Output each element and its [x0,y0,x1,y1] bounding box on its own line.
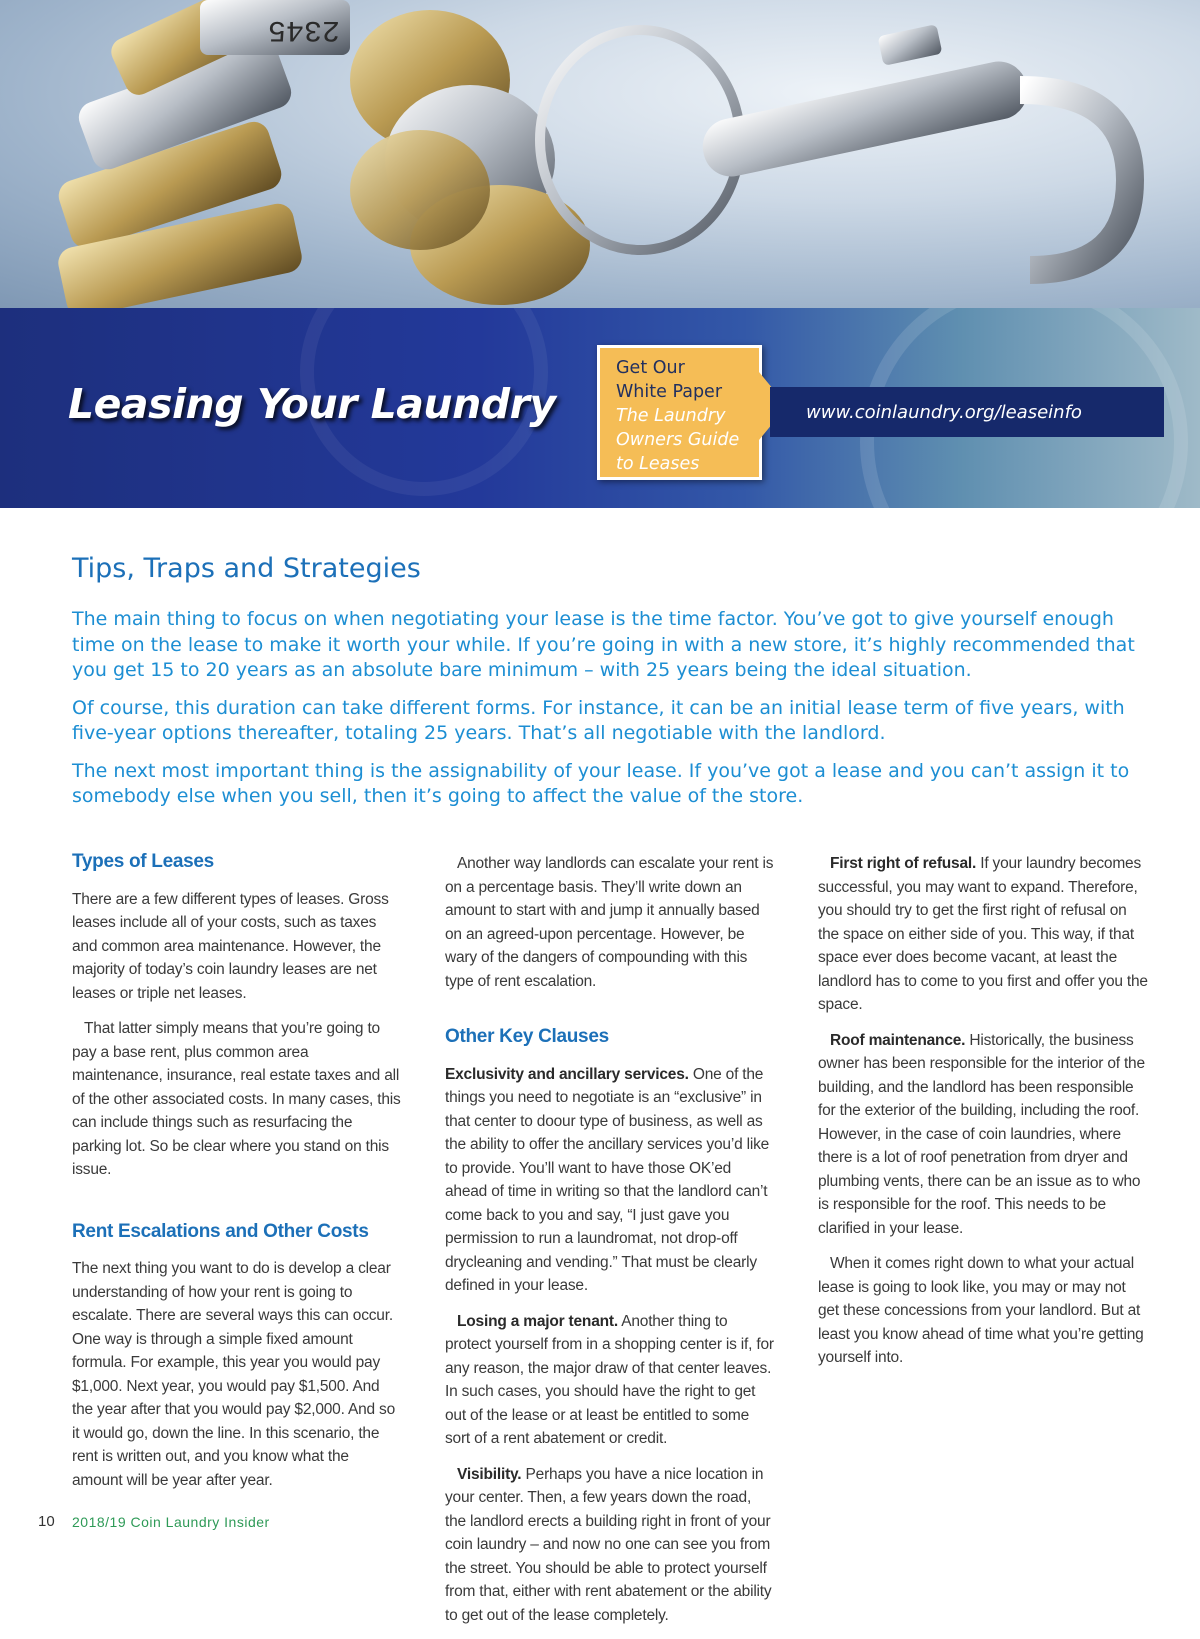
body-paragraph [445,1463,775,1628]
body-paragraph [445,1310,775,1451]
article-title: Leasing Your Laundry [68,380,556,428]
clause-lead: Losing a major tenant. [457,1312,618,1330]
clause-lead: Roof maintenance. [830,1031,966,1049]
clause-text: Historically, the business owner has been responsible for the interior of the building, and the landlord has been responsible for the exterior of the building, including the roof. However, in the case of coin laundries, where there is a lot of roof penetration from dryer and plumbing vents, there can be an issue as to who is responsible for the roof. This needs to be clarified in your lease. [818,1031,1145,1237]
callout-title-line: to Leases [616,454,700,474]
clause-text: Perhaps you have a nice location in your center. Then, a few years down the road, the landlord erects a building right in front of your coin laundry – and now no one can see you from the street. You should be able to protect yourself from that, either with rent abatement or the ability to get out of the lease completely. [445,1465,772,1624]
keys-illustration [0,0,1200,308]
hero-photo-keys [0,0,1200,308]
callout-title-line: Owners Guide [616,430,740,450]
snap-clip [698,24,1130,270]
clause-text: If your laundry becomes successful, you may want to expand. Therefore, you should try to get the first right of refusal on the space on either side of you. This way, if that space ever does become vacant, at least the landlord has to come to you first and offer you the space. [818,855,1148,1013]
clause-lead: Visibility. [457,1465,522,1483]
body-paragraph [818,1029,1148,1241]
intro-paragraph: The main thing to focus on when negotiating your lease is the time factor. You’ve got to give yourself enough time on the lease to make it worth your while. If you’re going in with a new store, it’s highly recommended that you get 15 to 20 years as an absolute bare minimum – with 25 years being the ideal situation. [72,608,1135,681]
page-number: 10 [38,1513,55,1530]
body-paragraph: The next thing you want to do is develop a clear understanding of how your rent is going to escalate. There are several ways this can occur. One way is through a simple fixed amount formula. For example, this year you would pay $1,000. Next year, you would pay $1,500. And the year after that you would pay $2,000. And so it would go, down the line. In this scenario, the rent is written out, and you know what the amount will be year after year. [72,1260,396,1489]
body-paragraph [818,852,1148,1017]
article-subtitle: Tips, Traps and Strategies [72,553,421,584]
key-stack [350,10,590,305]
article-column-2 [445,852,775,1639]
section-heading-types-of-leases: Types of Leases [72,851,214,872]
section-heading-rent-escalations: Rent Escalations and Other Costs [72,1220,369,1242]
clause-lead: Exclusivity and ancillary services. [445,1065,689,1083]
publication-name: 2018/19 Coin Laundry Insider [72,1514,270,1530]
clause-text: One of the things you need to negotiate is an “exclusive” in that center to doour type of business, as well as the ability to offer the ancillary services you’d like to provide. You’ll want to have those OK’ed ahead of time in writing so that the landlord can’t come back to you and say, “I just gave you permission to run a laundromat, not drop-off drycleaning and vending.” That must be clearly defined in your lease. [445,1065,770,1294]
callout-title-line: The Laundry [616,406,726,426]
url-text[interactable]: www.coinlaundry.org/leaseinfo [806,401,1082,423]
lease-info-url[interactable] [770,387,1164,437]
intro-paragraph: The next most important thing is the assignability of your lease. If you’ve got a lease and you can’t assign it to somebody else when you sell, then it’s going to affect the value of the store. [72,759,1130,807]
callout-line: Get Our [616,358,685,378]
body-paragraph: That latter simply means that you’re going to pay a base rent, plus common area maintenance, insurance, real estate taxes and all of the other associated costs. In many cases, this can include things such as resurfacing the parking lot. So be clear where you stand on this issue. [72,1020,401,1178]
article-column-3 [818,852,1148,1382]
article-column-1 [72,850,402,1504]
key-tag-number: 2345 [267,12,340,46]
white-paper-callout[interactable] [597,345,762,480]
body-paragraph: There are a few different types of leases. Gross leases include all of your costs, such as taxes and common area maintenance. However, the majority of today’s coin laundry leases are net leases or triple net leases. [72,890,389,1002]
body-paragraph: When it comes right down to what your actual lease is going to look like, you may or may not get these concessions from your landlord. But at least you know ahead of time what you’re getting yourself into. [818,1255,1144,1366]
body-paragraph: Another way landlords can escalate your rent is on a percentage basis. They’ll write down an amount to start with and jump it annually based on an agreed-upon percentage. However, be wary of the dangers of compounding with this type of rent escalation. [445,855,774,990]
intro-paragraph: Of course, this duration can take different forms. For instance, it can be an initial lease term of five years, with five-year options thereafter, totaling 25 years. That’s all negotiable with the landlord. [72,696,1125,744]
clause-text: Another thing to protect yourself from in a shopping center is if, for any reason, the major draw of that center leaves. In such cases, you should have the right to get out of the lease or at least be entitled to some sort of a rent abatement or credit. [445,1312,774,1447]
body-paragraph [445,1063,775,1298]
clause-lead: First right of refusal. [830,855,977,872]
callout-line: White Paper [616,382,723,402]
section-heading-other-key-clauses: Other Key Clauses [445,1026,609,1047]
intro-text [72,607,1162,822]
